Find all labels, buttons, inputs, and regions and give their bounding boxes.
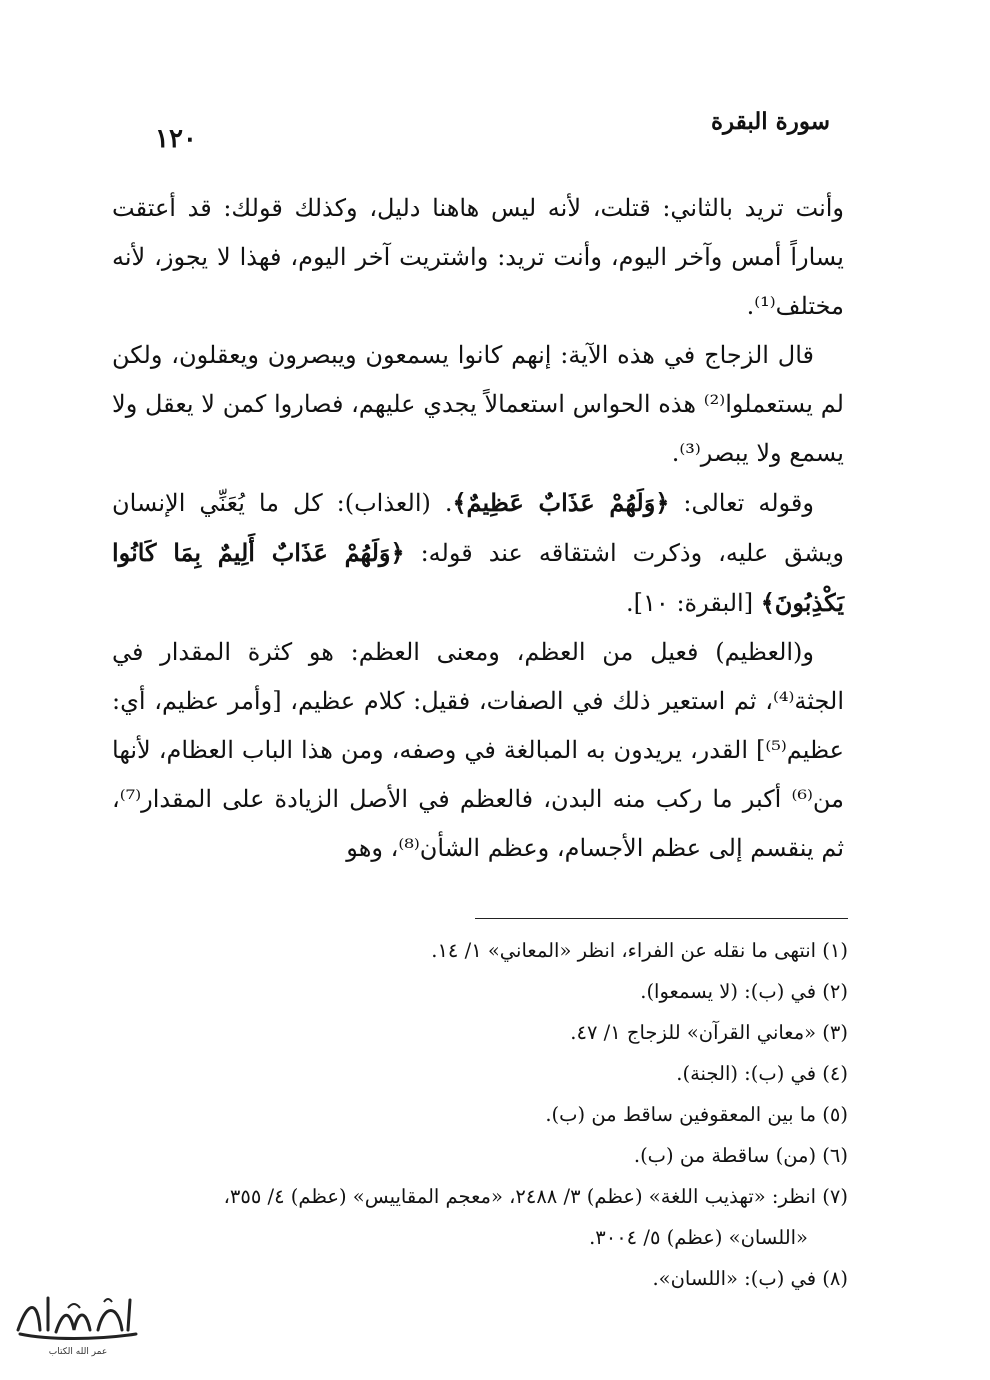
quran-verse-1: ﴿وَلَهُمْ عَذَابٌ عَظِيمٌ﴾	[452, 488, 670, 517]
footnote-4: (٤) في (ب): (الجنة).	[676, 1062, 848, 1085]
footnote-7-continued	[115, 1217, 848, 1258]
footnote-7: (٧) انظر: «تهذيب اللغة» (عظم) ٣/ ٢٤٨٨، «معجم المقاييس» (عظم) ٤/ ٣٥٥،	[223, 1185, 848, 1208]
footnote-6: (٦) (من) ساقطة من (ب).	[633, 1144, 848, 1167]
footnote-5: (٥) ما بين المعقوفين ساقط من (ب).	[545, 1103, 848, 1126]
footnote-3: (٣) «معاني القرآن» للزجاج ١/ ٤٧.	[570, 1021, 848, 1044]
footnote-1: (١) انتهى ما نقله عن الفراء، انظر «المعاني» ١/ ١٤.	[431, 939, 848, 962]
paragraph-1: وأنت تريد بالثاني: قتلت، لأنه ليس هاهنا دليل، وكذلك قولك: قد أعتقت يساراً أمس وآخر اليوم، وأنت تريد: واشتريت آخر اليوم، فهذا لا يجوز، لأنه مختلف⁽¹⁾.	[112, 194, 845, 320]
paragraph-2: قال الزجاج في هذه الآية: إنهم كانوا يسمعون ويبصرون ويعقلون، ولكن لم يستعملوا⁽²⁾ هذه الحواس استعمالاً يجدي عليهم، فصاروا كمن لا يعقل ولا يسمع ولا يبصر⁽³⁾.	[112, 341, 844, 467]
quran-verse-2: ﴿وَلَهُمْ عَذَابٌ أَلِيمٌ بِمَا كَانُوا يَكْذِبُونَ﴾	[112, 538, 844, 617]
paragraph-3-text-c: [البقرة: ١٠].	[626, 589, 761, 617]
surah-title: سورة البقرة	[710, 108, 830, 135]
footnote-2: (٢) في (ب): (لا يسمعوا).	[640, 980, 848, 1003]
footnote-divider	[475, 918, 848, 919]
page-header	[155, 108, 830, 152]
page-number: ١٢٠	[155, 124, 197, 154]
logo-subtext: عمر الله الكتاب	[48, 1347, 108, 1357]
paragraph-3-text-b: . (العذاب): كل ما يُعَنِّي الإنسان ويشق عليه، وذكرت اشتقاقه عند قوله:	[112, 489, 844, 567]
main-text	[112, 184, 844, 873]
paragraph-3-text-a: وقوله تعالى:	[669, 489, 814, 517]
publisher-logo	[8, 1290, 148, 1362]
footnote-7-continuation: «اللسان» (عظم) ٥/ ٣٠٠٤.	[589, 1226, 808, 1249]
paragraph-4: و(العظيم) فعيل من العظم، ومعنى العظم: هو كثرة المقدار في الجثة⁽⁴⁾، ثم استعير ذلك في الصفات، فقيل: كلام عظيم، [وأمر عظيم، أي: عظيم⁽⁵⁾] القدر، يريدون به المبالغة في وصفه، ومن هذا الباب العظام، لأنها من⁽⁶⁾ أكبر ما ركب منه البدن، فالعظم في الأصل الزيادة على المقدار⁽⁷⁾، ثم ينقسم إلى عظم الأجسام، وعظم الشأن⁽⁸⁾، وهو	[112, 638, 845, 862]
paragraph-3	[112, 478, 844, 628]
footnote-8: (٨) في (ب): «اللسان».	[652, 1267, 848, 1290]
footnotes	[115, 930, 848, 1299]
